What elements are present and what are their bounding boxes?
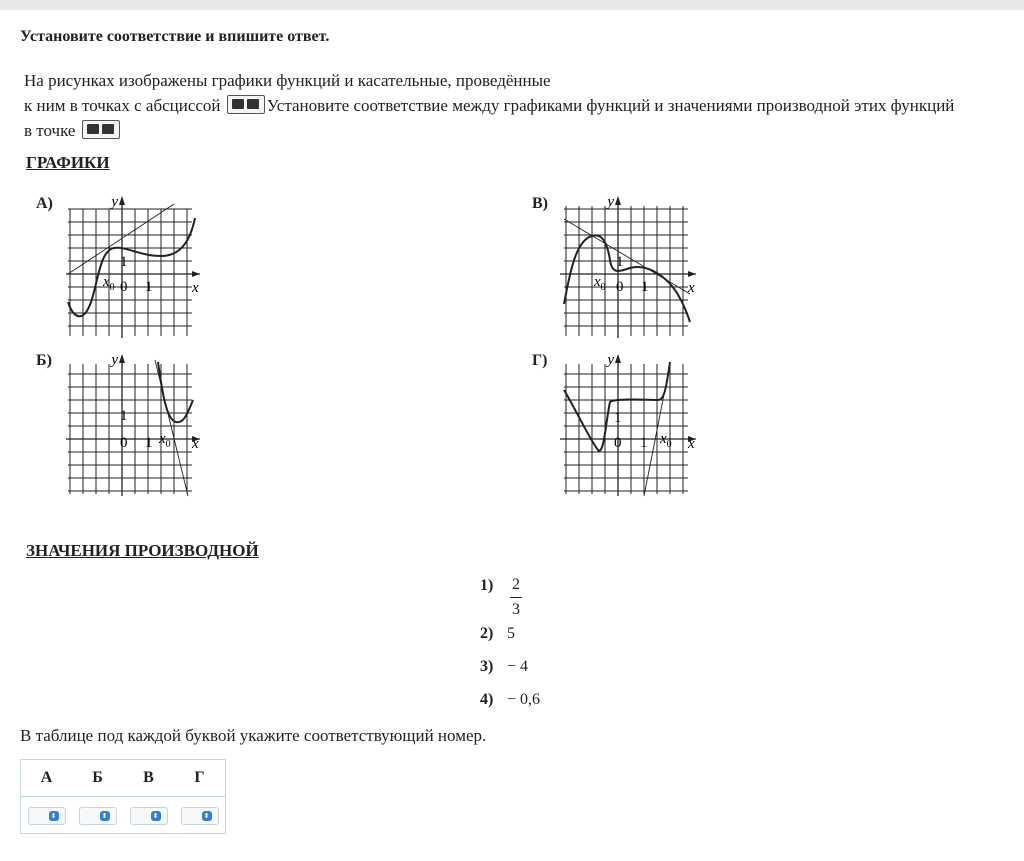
- answer-select-v[interactable]: [130, 807, 168, 825]
- answer-select-a[interactable]: [28, 807, 66, 825]
- values-heading: ЗНАЧЕНИЯ ПРОИЗВОДНОЙ: [26, 541, 259, 560]
- header-v: В: [143, 769, 154, 786]
- answer-table: [20, 759, 226, 834]
- select-arrows-icon: ⬍: [151, 811, 161, 821]
- x0-label: $x_0$: [594, 274, 606, 293]
- header-a: А: [40, 769, 53, 786]
- axis-x-label: x: [192, 280, 199, 296]
- y-axis-arrow: [615, 354, 621, 363]
- x-axis-arrow: [192, 271, 200, 277]
- grid: [564, 364, 688, 494]
- graph-g: [560, 350, 705, 498]
- tangent-line: [564, 219, 690, 294]
- graph-v: [560, 192, 705, 340]
- option-1-fraction: [510, 574, 522, 621]
- task-title: Установите соответствие и впишите ответ.: [20, 28, 330, 45]
- x-axis-arrow: [688, 271, 696, 277]
- axis-y-label: y: [111, 194, 118, 210]
- axis-y-label: y: [607, 352, 614, 368]
- tick-one-x-label: 1: [641, 279, 649, 295]
- graph-label-b: Б): [36, 352, 52, 369]
- option-number: 3): [480, 658, 494, 675]
- tick-one-x-label: 1: [145, 435, 153, 451]
- grid: [68, 209, 192, 336]
- option-1: [480, 577, 508, 595]
- fraction-numerator: 2: [512, 576, 520, 593]
- x0-formula-image: [227, 95, 265, 114]
- fraction-denominator: 3: [512, 601, 520, 618]
- option-number: 4): [480, 691, 494, 708]
- graphs-heading: ГРАФИКИ: [26, 153, 110, 172]
- answer-table-header: [21, 760, 225, 797]
- select-arrows-icon: ⬍: [202, 811, 212, 821]
- axis-y-label: y: [607, 194, 614, 210]
- task-text: [24, 68, 1014, 143]
- task-line-2a: к ним в точках с абсциссой: [24, 96, 221, 115]
- tick-one-label: 1: [614, 410, 622, 426]
- x0-formula-image: [82, 120, 120, 139]
- y-axis-arrow: [119, 196, 125, 205]
- y-axis-arrow: [119, 354, 125, 363]
- answer-table-row: [21, 797, 225, 835]
- option-3-value: − 4: [507, 658, 529, 675]
- option-number: 2): [480, 625, 494, 642]
- tick-one-label: 1: [120, 408, 128, 424]
- tick-zero-label: 0: [120, 435, 128, 451]
- option-3: [480, 658, 508, 676]
- graph-label-v: В): [532, 195, 548, 212]
- tick-zero-label: 0: [614, 435, 622, 451]
- graph-label-a: А): [36, 195, 53, 212]
- tick-one-label: 1: [120, 254, 128, 270]
- option-2-value: 5: [507, 625, 515, 642]
- tick-one-x-label: 1: [145, 279, 153, 295]
- tick-one-label: 1: [616, 254, 624, 270]
- fraction-bar: [510, 597, 522, 598]
- y-axis-arrow: [615, 196, 621, 205]
- tick-zero-label: 0: [616, 279, 624, 295]
- grid: [68, 364, 192, 494]
- graph-b: [66, 350, 206, 498]
- grid: [564, 206, 688, 336]
- option-2: [480, 625, 508, 643]
- header-g: Г: [194, 769, 205, 786]
- task-line-1: На рисунках изображены графики функций и касательные, проведённые: [24, 71, 551, 90]
- x0-label: $x_0$: [159, 431, 171, 450]
- x0-label: $x_0$: [660, 431, 672, 450]
- select-arrows-icon: ⬍: [49, 811, 59, 821]
- task-line-3: в точке: [24, 121, 76, 140]
- select-arrows-icon: ⬍: [100, 811, 110, 821]
- answer-select-g[interactable]: [181, 807, 219, 825]
- header-b: Б: [92, 769, 103, 786]
- answer-select-b[interactable]: [79, 807, 117, 825]
- axis-y-label: y: [111, 352, 118, 368]
- option-4: [480, 691, 508, 709]
- function-curve: [68, 218, 195, 316]
- option-number: 1): [480, 577, 494, 594]
- graph-a: [66, 192, 206, 340]
- graph-label-g: Г): [532, 352, 548, 369]
- top-bar: [0, 0, 1024, 10]
- axis-x-label: x: [192, 436, 199, 452]
- tick-zero-label: 0: [120, 279, 128, 295]
- task-line-2b: Установите соответствие между графиками функций и значениями производной этих функций: [266, 96, 955, 115]
- option-4-value: − 0,6: [507, 691, 541, 708]
- tick-one-x-label: 1: [640, 435, 648, 451]
- instruction-text: В таблице под каждой буквой укажите соответствующий номер.: [20, 726, 487, 745]
- x0-label: $x_0$: [103, 274, 115, 293]
- axis-x-label: x: [688, 280, 695, 296]
- axis-x-label: x: [688, 436, 695, 452]
